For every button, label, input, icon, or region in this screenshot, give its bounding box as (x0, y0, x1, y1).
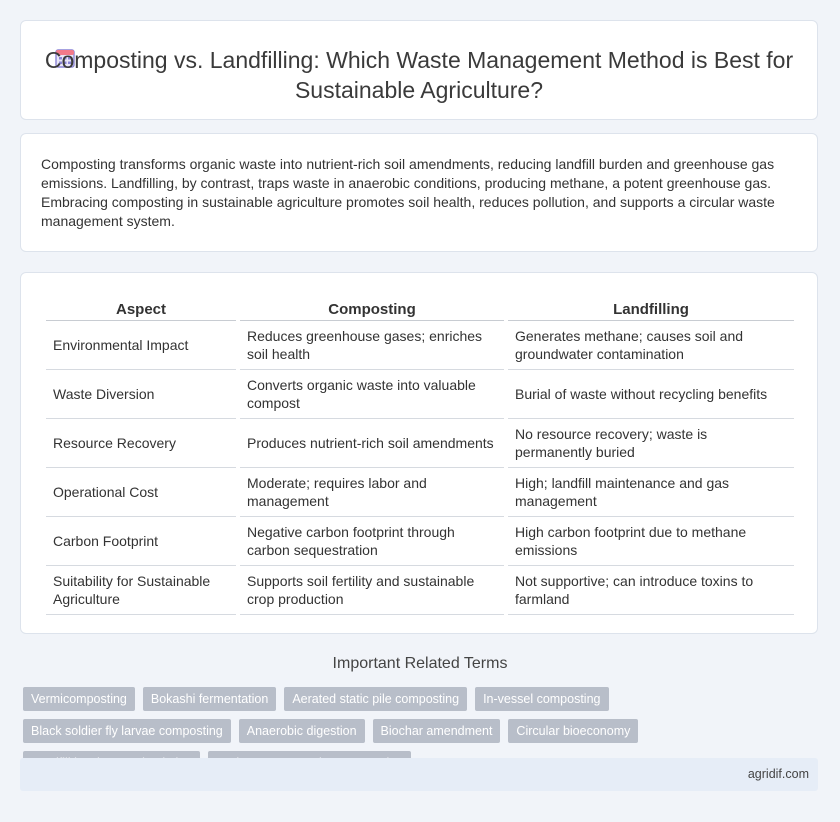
page-title: Composting vs. Landfilling: Which Waste Management Method is Best for Sustainable Agriculture? (44, 47, 794, 103)
table-cell: Operational Cost (46, 468, 236, 517)
table-cell: Supports soil fertility and sustainable crop production (240, 566, 504, 615)
table-row (46, 321, 794, 370)
column-header-aspect: Aspect (46, 295, 236, 321)
related-term-tag[interactable]: Bokashi fermentation (143, 687, 276, 711)
column-header-composting: Composting (240, 295, 504, 321)
table-cell: Generates methane; causes soil and groundwater contamination (508, 321, 794, 370)
intro-paragraph: Composting transforms organic waste into nutrient-rich soil amendments, reducing landfill burden and greenhouse gas emissions. Landfilling, by contrast, traps waste in anaerobic conditions, producing methane, a potent greenhouse gas. Embracing composting in sustainable agriculture promotes soil health, reduces pollution, and supports a circular waste management system. (41, 156, 775, 229)
table-cell: Converts organic waste into valuable compost (240, 370, 504, 419)
table-cell: Suitability for Sustainable Agriculture (46, 566, 236, 615)
title-card (20, 20, 818, 120)
table-cell: Waste Diversion (46, 370, 236, 419)
table-row (46, 370, 794, 419)
table-cell: Environmental Impact (46, 321, 236, 370)
related-term-tag[interactable]: Black soldier fly larvae composting (23, 719, 231, 743)
comparison-table-card (20, 272, 818, 634)
related-term-tag[interactable]: Vermicomposting (23, 687, 135, 711)
table-cell: Produces nutrient-rich soil amendments (240, 419, 504, 468)
table-cell: No resource recovery; waste is permanently buried (508, 419, 794, 468)
table-row (46, 419, 794, 468)
table-cell: Reduces greenhouse gases; enriches soil health (240, 321, 504, 370)
footer (20, 758, 818, 791)
intro-card (20, 133, 818, 252)
table-cell: Carbon Footprint (46, 517, 236, 566)
table-cell: High carbon footprint due to methane emissions (508, 517, 794, 566)
table-cell: High; landfill maintenance and gas management (508, 468, 794, 517)
table-cell: Negative carbon footprint through carbon sequestration (240, 517, 504, 566)
table-row (46, 517, 794, 566)
related-terms-title: Important Related Terms (332, 655, 508, 672)
comparison-table (42, 295, 798, 615)
table-cell: Resource Recovery (46, 419, 236, 468)
table-header-row (46, 295, 794, 321)
footer-site-link[interactable]: agridif.com (747, 767, 809, 781)
related-term-tag[interactable]: Aerated static pile composting (284, 687, 467, 711)
table-cell: Burial of waste without recycling benefits (508, 370, 794, 419)
table-row (46, 566, 794, 615)
related-term-tag[interactable]: Anaerobic digestion (239, 719, 365, 743)
table-row (46, 468, 794, 517)
table-cell: Not supportive; can introduce toxins to farmland (508, 566, 794, 615)
related-term-tag[interactable]: Circular bioeconomy (508, 719, 638, 743)
related-term-tag[interactable]: In-vessel composting (475, 687, 608, 711)
related-term-tag[interactable]: Biochar amendment (373, 719, 501, 743)
column-header-landfilling: Landfilling (508, 295, 794, 321)
table-cell: Moderate; requires labor and management (240, 468, 504, 517)
